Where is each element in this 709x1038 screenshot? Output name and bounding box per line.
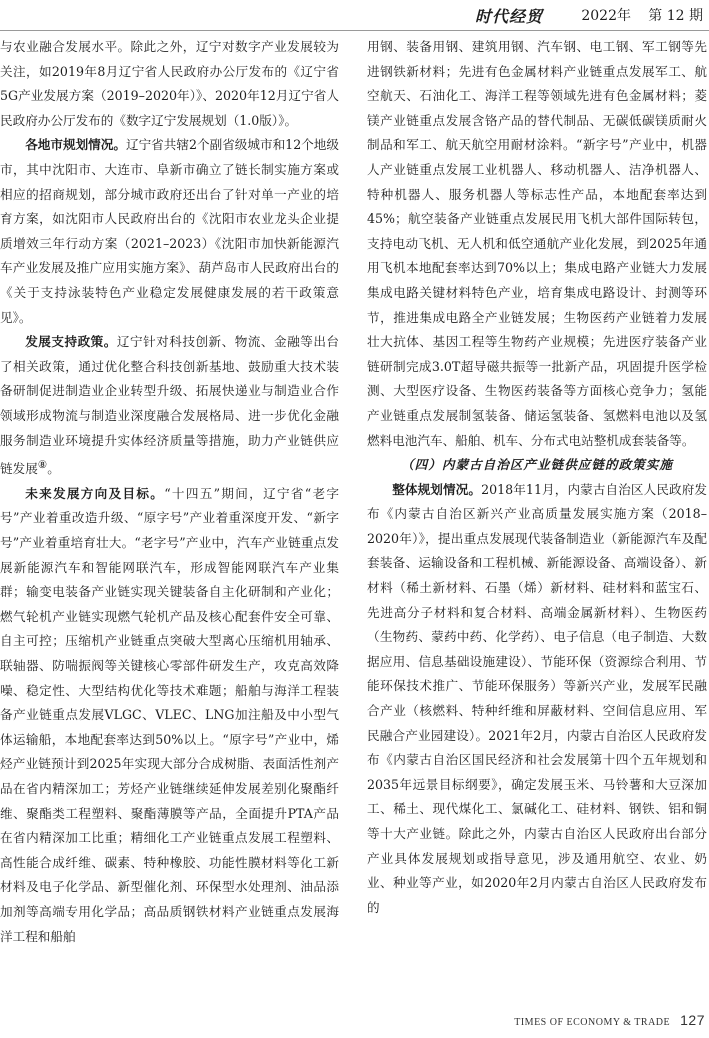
journal-brand: 时代经贸: [474, 7, 543, 26]
issue-number: 第 12 期: [648, 8, 703, 24]
paragraph-body: “十四五”期间，辽宁省“老字号”产业着重改造升级、“原字号”产业着重深度开发、“新字号”产业着重培育壮大。“老字号”产业中，汽车产业链重点发展新能源汽车和智能网联汽车，形成智能网联汽车产业集群；输变电装备产业链实现关键装备自主化研制和产业化；燃气轮机产业链实现燃气轮机产品及核心配套件安全可靠、自主可控；压缩机产业链重点突破大型离心压缩机用轴承、联轴器、防喘振阀等关键核心零部件研发生产，攻克高效降噪、稳定性、大型结构优化等技术难题；船舶与海洋工程装备产业链重点发展VLGC、VLEC、LNG加注船及中小型气体运输船，本地配套率达到50%以上。“原字号”产业中，烯烃产业链预计到2025年实现大部分合成树脂、表面活性剂产品在省内精深加工；芳烃产业链继续延伸发展差别化聚酯纤维、聚酯类工程塑料、聚酯薄膜等产品，全面提升PTA产品在省内精深加工比重；精细化工产业链重点发展工程塑料、高性能合成纤维、碳素、特种橡胶、功能性膜材料等化工新材料及电子化学品、新型催化剂、环保型水处理剂、油品添加剂等高端专用化学品；高品质钢铁材料产业链重点发展海洋工程和船舶: [0, 485, 339, 944]
right-column: [367, 35, 707, 995]
page-header: [0, 0, 709, 31]
page-footer: [514, 1012, 705, 1028]
paragraph-body: 辽宁针对科技创新、物流、金融等出台了相关政策，通过优化整合科技创新基地、鼓励重大技术装备研制促进制造业企业转型升级、拓展快递业与制造业合作领域形成物流与制造业深度融合发展格局、进一步优化金融服务制造业环境提升实体经济质量等措施，助力产业链供应链发展: [0, 334, 339, 477]
paragraph-continuation: 与农业融合发展水平。除此之外，辽宁对数字产业发展较为关注，如2019年8月辽宁省人民政府办公厅发布的《辽宁省5G产业发展方案（2019–2020年）》、2020年12月辽宁省人民政府办公厅发布的《数字辽宁发展规划（1.0版）》。: [0, 39, 339, 128]
paragraph-overall-planning: [367, 478, 707, 921]
paragraph-end: 。: [47, 461, 60, 477]
paragraph-city-planning: [0, 133, 339, 330]
left-column: [0, 35, 339, 995]
paragraph-lead: 各地市规划情况。: [25, 137, 126, 153]
paragraph-lead: 未来发展方向及目标。: [25, 485, 165, 501]
paragraph-continuation: 用钢、装备用钢、建筑用钢、汽车钢、电工钢、军工钢等先进钢铁新材料；先进有色金属材料产业链重点发展军工、航空航天、石油化工、海洋工程等领域先进有色金属材料；菱镁产业链重点发展含铬产品的替代制品、无碳低碳镁质耐火制品和军工、航天航空用耐材涂料。“新字号”产业中，机器人产业链重点发展工业机器人、移动机器人、洁净机器人、特种机器人、服务机器人等标志性产品，本地配套率达到45%；航空装备产业链重点发展民用飞机大部件国际转包，支持电动飞机、无人机和低空通航产业化发展，到2025年通用飞机本地配套率达到70%以上；集成电路产业链大力发展集成电路关键材料特色产业，培育集成电路设计、封测等环节，推进集成电路全产业链发展；生物医药产业链着力发展壮大抗体、基因工程等生物药产业规模；先进医疗装备产业链研制完成3.0T超导磁共振等一批新产品，巩固提升医学检测、大型医疗设备、生物医药装备等方面核心竞争力；氢能产业链重点发展制氢装备、储运氢装备、氢燃料电池以及氢燃料电池汽车、船舶、机车、分布式电站整机成套装备等。: [367, 39, 707, 448]
section-heading: （四）内蒙古自治区产业链供应链的政策实施: [401, 457, 673, 473]
paragraph-support-policy: [0, 330, 339, 482]
paragraph-future-direction: [0, 482, 339, 949]
paragraph-body: 2018年11月，内蒙古自治区人民政府发布《内蒙古自治区新兴产业高质量发展实施方案（2018–2020年）》，提出重点发展现代装备制造业（新能源汽车及配套装备、运输设备和工程机械、新能源设备、高端设备）、新材料（稀土新材料、石墨（烯）新材料、硅材料和蓝宝石、先进高分子材料和复合材料、高端金属新材料）、生物医药（生物药、蒙药中药、化学药）、电子信息（电子制造、大数据应用、信息基础设施建设）、节能环保（资源综合利用、节能环保技术推广、节能环保服务）等新兴产业，发展军民融合产业（核燃料、特种纤维和屏蔽材料、空间信息应用、军民融合产业园建设）。2021年2月，内蒙古自治区人民政府发布《内蒙古自治区国民经济和社会发展第十四个五年规划和2035年远景目标纲要》，确定发展玉米、马铃薯和大豆深加工、稀土、现代煤化工、氯碱化工、硅材料、钢铁、铝和铜等十大产业链。除此之外，内蒙古自治区人民政府出台部分产业具体发展规划或指导意见，涉及通用航空、农业、奶业、种业等产业，如2020年2月内蒙古自治区人民政府发布的: [367, 481, 707, 915]
paragraph-body: 辽宁省共辖2个副省级城市和12个地级市，其中沈阳市、大连市、阜新市确立了链长制实施方案或相应的招商规划，部分城市政府还出台了针对单一产业的培育方案，如沈阳市人民政府出台的《沈阳市农业龙头企业提质增效三年行动方案（2021–2023）《沈阳市加快新能源汽车产业发展及推广应用实施方案》、葫芦岛市人民政府出台的《关于支持泳装特色产业稳定发展健康发展的若干政策意见》。: [0, 137, 339, 325]
issue-year: 2022年: [581, 8, 631, 24]
paragraph-lead: 发展支持政策。: [25, 334, 117, 350]
paragraph-lead: 整体规划情况。: [392, 481, 482, 497]
page-number: 127: [680, 1012, 705, 1028]
footnote-reference[interactable]: ⑧: [37, 459, 48, 472]
journal-english-name: TIMES OF ECONOMY & TRADE: [514, 1017, 671, 1028]
